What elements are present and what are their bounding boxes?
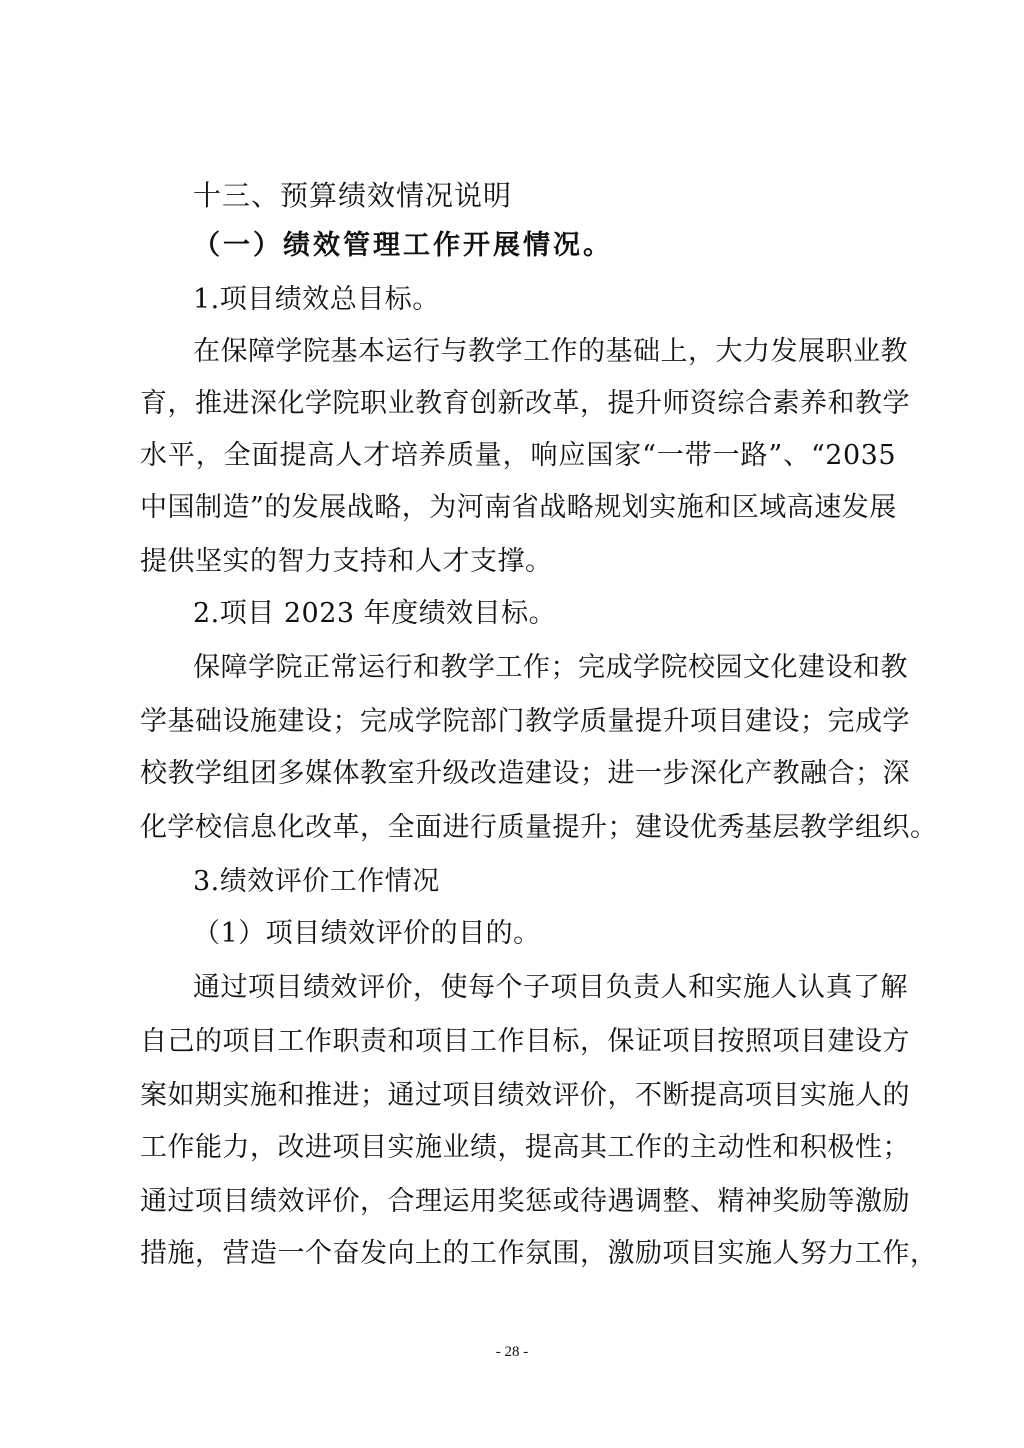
paragraph-line: 通过项目绩效评价，使每个子项目负责人和实施人认真了解 [193, 972, 908, 1003]
paragraph-line: 在保障学院基本运行与教学工作的基础上，大力发展职业教 [193, 336, 908, 367]
paragraph-line: 校教学组团多媒体教室升级改造建设；进一步深化产教融合；深 [140, 758, 910, 789]
paragraph-line: 育，推进深化学院职业教育创新改革，提升师资综合素养和教学 [140, 388, 910, 419]
item-subtitle-evaluation-purpose: （1）项目绩效评价的目的。 [193, 918, 541, 949]
paragraph-line: 工作能力，改进项目实施业绩，提高其工作的主动性和积极性； [140, 1132, 910, 1163]
paragraph-line: 自己的项目工作职责和项目工作目标，保证项目按照项目建设方 [140, 1026, 910, 1057]
paragraph-line: 化学校信息化改革，全面进行质量提升；建设优秀基层教学组织。 [140, 812, 938, 843]
paragraph-line: 中国制造”的发展战略，为河南省战略规划实施和区域高速发展 [140, 492, 897, 523]
paragraph-line: 提供坚实的智力支持和人才支撑。 [140, 546, 553, 577]
paragraph-line: 学基础设施建设；完成学院部门教学质量提升项目建设；完成学 [140, 706, 910, 737]
item-title-total-goal: 1.项目绩效总目标。 [193, 284, 440, 315]
item-title-evaluation: 3.绩效评价工作情况 [193, 866, 440, 897]
subsection-heading: （一）绩效管理工作开展情况。 [193, 230, 613, 261]
paragraph-line: 通过项目绩效评价，合理运用奖惩或待遇调整、精神奖励等激励 [140, 1186, 910, 1217]
page-number: - 28 - [495, 1344, 529, 1360]
item-title-annual-goal: 2.项目 2023 年度绩效目标。 [193, 598, 557, 629]
section-heading: 十三、预算绩效情况说明 [193, 179, 513, 212]
paragraph-line: 水平，全面提高人才培养质量，响应国家“一带一路”、“2035 [140, 440, 896, 471]
paragraph-line: 措施，营造一个奋发向上的工作氛围，激励项目实施人努力工作， [140, 1238, 938, 1269]
paragraph-line: 保障学院正常运行和教学工作；完成学院校园文化建设和教 [193, 652, 908, 683]
paragraph-line: 案如期实施和推进；通过项目绩效评价，不断提高项目实施人的 [140, 1080, 910, 1111]
